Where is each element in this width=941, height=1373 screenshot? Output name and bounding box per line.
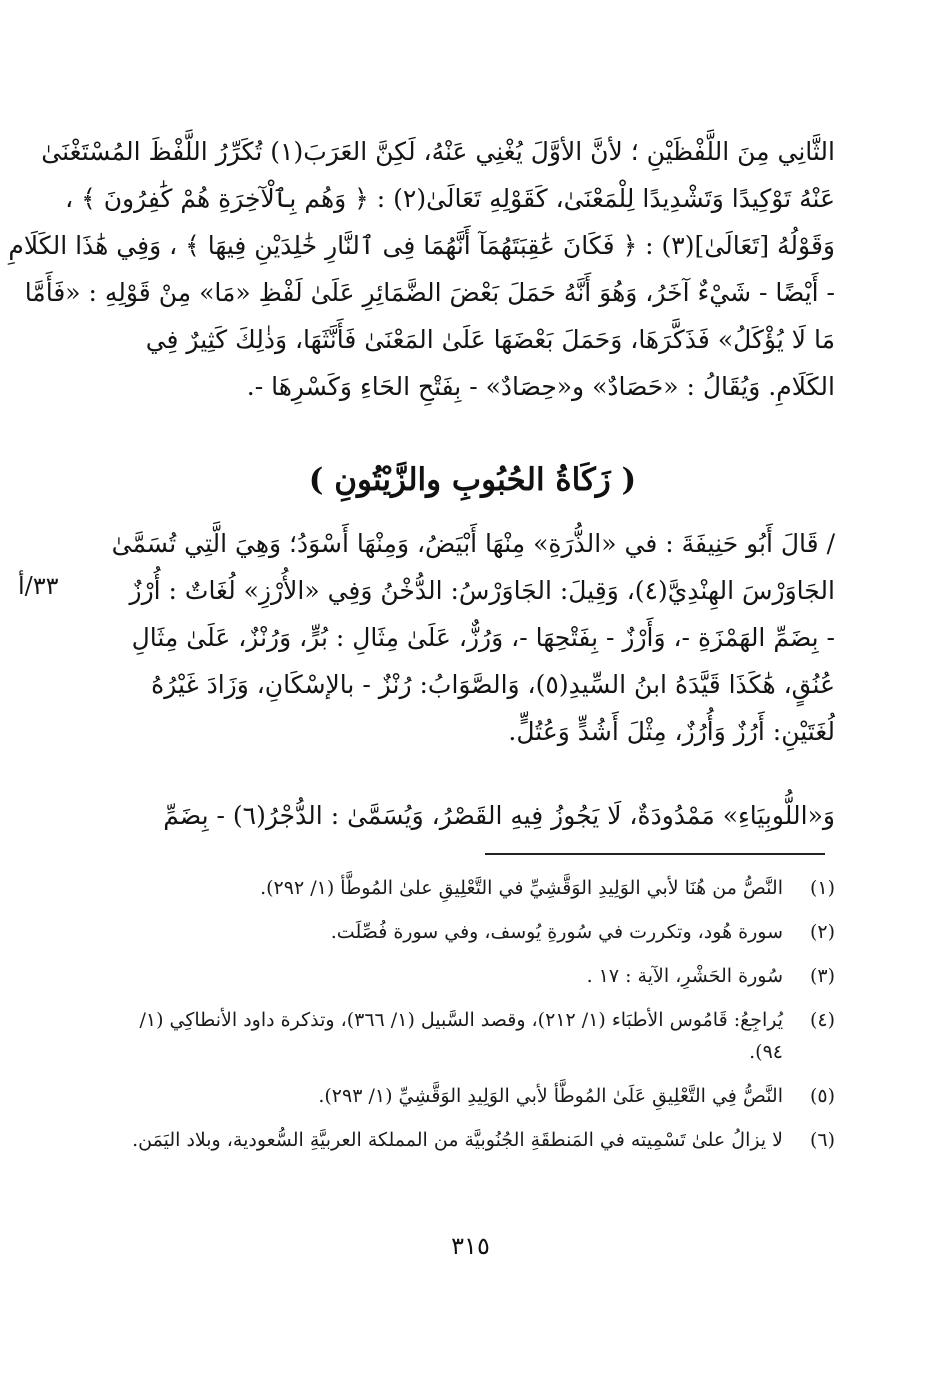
text-line: لُغَتَيْنِ: أَرُزٌ وَأُرُزٌ، مِثْلَ أَشُدٍّ وَعُتُلٍّ. <box>508 717 835 746</box>
footnote-item <box>110 872 835 904</box>
footnote-number: (٢) <box>809 921 835 943</box>
paragraph-2 <box>110 520 835 755</box>
text-line: الجَاوَرْسَ الهِنْدِيَّ(٤)، وَقِيلَ: الجَاوَرْسُ: الدُّخْنُ وَفِي «الأُرْزِ» لُغَاتٌ : أُرْزٌ <box>129 576 835 605</box>
footnote-number: (١) <box>809 877 835 899</box>
text-line: - أَيْضًا - شَيْءٌ آخَرُ، وَهُوَ أَنَّهُ حَمَلَ بَعْضَ الضَّمَائِرِ عَلَىٰ لَفْظِ «مَا» مِنْ قَوْلِهِ : «فَأَمَّا <box>24 278 835 307</box>
footnote-number: (٣) <box>809 965 835 987</box>
footnote-separator <box>485 853 825 855</box>
paragraph-3 <box>110 792 835 839</box>
footnote-text: النَّصُّ من هُنَا لأبي الوَلِيدِ الوَقَّشِيِّ في التَّعْلِيقِ علىٰ المُوطَّأ (١/ ٢٩٢). <box>260 877 783 899</box>
footnote-item <box>110 1080 835 1112</box>
footnote-number: (٦) <box>809 1129 835 1151</box>
footnote-number: (٤) <box>809 1009 835 1031</box>
footnote-item <box>110 1004 835 1068</box>
footnote-text: لا يزالُ علىٰ تَسْمِيته في المَنطقَةِ الجُنُوبيَّة من المملكة العربيَّةِ السُّعودية، وبلاد اليَمَن. <box>132 1129 783 1151</box>
paragraph-1 <box>8 128 835 410</box>
footnote-item <box>110 1124 835 1156</box>
footnote-number: (٥) <box>809 1085 835 1107</box>
footnote-text: يُراجِعُ: قَامُوس الأطبَاء (١/ ٢١٢)، وقصد السَّبيل (١/ ٣٦٦)، وتذكرة داود الأنطاكِي (١/ ٩٤). <box>139 1009 783 1063</box>
footnote-item <box>110 916 835 948</box>
footnote-text: سورة هُود، وتكررت في سُورةِ يُوسف، وفي سورة فُصِّلَت. <box>330 921 783 943</box>
footnote-text: النَّصُّ فِي التَّعْلِيقِ عَلَىٰ المُوطَّأ لأبي الوَلِيدِ الوَقَّشِيِّ (١/ ٢٩٣). <box>318 1085 783 1107</box>
page-number: ٣١٥ <box>451 1232 490 1260</box>
footnotes <box>110 872 835 1168</box>
text-line: - بِضَمِّ الهَمْزَةِ -، وَأَرْزٌ - بِفَتْحِهَا -، وَرُزٌّ، عَلَىٰ مِثَالِ : بُرٍّ، وَرُنْزٌ، عَلَىٰ مِثَالِ <box>131 623 835 652</box>
section-heading: ( زَكَاةُ الحُبُوبِ والزَّيْتُونِ ) <box>308 462 637 498</box>
text-line: الثَّانِي مِنَ اللَّفْظَيْنِ ؛ لأنَّ الأوَّلَ يُغْنِي عَنْهُ، لَكِنَّ العَرَبَ(١) تُكَرِّرُ اللَّفْظَ المُسْتَغْنَىٰ <box>41 137 835 166</box>
footnote-text: سُورة الحَشْرِ، الآية : ١٧ . <box>586 965 783 987</box>
footnote-item <box>110 960 835 992</box>
text-line: مَا لَا يُؤْكَلُ» فَذَكَّرَهَا، وَحَمَلَ بَعْضَهَا عَلَىٰ المَعْنَىٰ فَأَنَّثَهَا، وَذٰلِكَ كَثِيرٌ فِي <box>145 325 835 354</box>
text-line: / قَالَ أَبُو حَنِيفَةَ : في «الذُّرَةِ» مِنْهَا أَبْيَضُ، وَمِنْهَا أَسْوَدُ؛ وَهِيَ الَّتِي تُسَمَّىٰ <box>111 529 835 558</box>
manuscript-folio-note: ٣٣/أ <box>18 572 59 600</box>
text-line: وَقَوْلُهُ [تَعَالَىٰ](٣) : ﴿ فَكَانَ عَٰقِبَتَهُمَآ أَنَّهُمَا فِى ٱلنَّارِ خَٰلِدَيْنِ فِيهَا ﴾ ، وَفِي هَٰذَا الكَلَامِ <box>8 231 835 260</box>
text-line: الكَلَامِ. وَيُقَالُ : «حَصَادٌ» و«حِصَادٌ» - بِفَتْحِ الحَاءِ وَكَسْرِهَا -. <box>246 372 835 401</box>
text-line: وَ«اللُّوبِيَاءِ» مَمْدُودَةٌ، لَا يَجُوزُ فِيهِ القَصْرُ، وَيُسَمَّىٰ : الدُّجْرُ(٦) - بِضَمِّ <box>163 801 835 830</box>
text-line: عُنُقٍ، هَٰكَذَا قَيَّدَهُ ابنُ السِّيدِ(٥)، وَالصَّوَابُ: رُنْزٌ - بالإسْكَانِ، وَزَادَ غَيْرُهُ <box>151 670 835 699</box>
text-line: عَنْهُ تَوْكِيدًا وَتَشْدِيدًا لِلْمَعْنَىٰ، كَقَوْلِهِ تَعَالَىٰ(٢) : ﴿ وَهُم بِٱلْآخِرَةِ هُمْ كَٰفِرُونَ ﴾ ، <box>65 184 835 213</box>
